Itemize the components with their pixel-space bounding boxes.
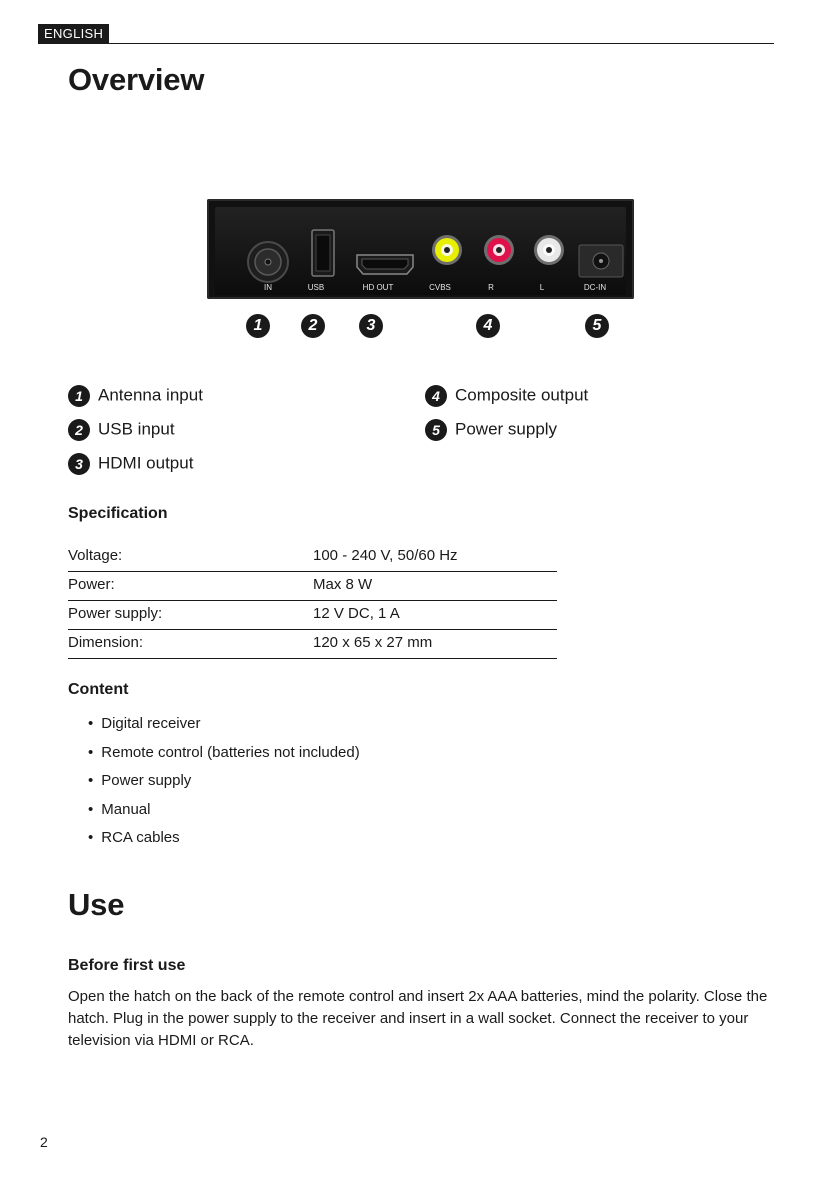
content-list — [88, 712, 360, 855]
list-item: • RCA cables — [88, 826, 360, 855]
usb-port-icon — [312, 230, 334, 276]
legend-item-hdmi — [68, 452, 193, 475]
spec-row — [68, 630, 557, 659]
language-tab: ENGLISH — [38, 24, 109, 44]
port-label-cvbs: CVBS — [429, 283, 451, 292]
spec-value: 100 - 240 V, 50/60 Hz — [313, 547, 458, 564]
use-heading: Use — [68, 887, 125, 922]
legend-label: HDMI output — [98, 453, 194, 473]
legend-number: 3 — [68, 453, 90, 475]
spec-key: Power: — [68, 576, 115, 593]
callout-3: 3 — [359, 314, 383, 338]
legend-label: Composite output — [455, 385, 589, 405]
port-label-r: R — [488, 283, 494, 292]
list-item: • Remote control (batteries not included) — [88, 741, 360, 770]
port-label-usb: USB — [307, 283, 325, 292]
audio-left-jack-icon — [534, 235, 564, 265]
callout-5: 5 — [585, 314, 609, 338]
spec-key: Dimension: — [68, 634, 144, 651]
specification-heading: Specification — [68, 505, 168, 522]
list-item: • Digital receiver — [88, 712, 360, 741]
audio-right-jack-icon — [484, 235, 514, 265]
specification-table — [68, 543, 557, 659]
legend-number: 1 — [68, 385, 90, 407]
spec-value: 120 x 65 x 27 mm — [313, 634, 433, 651]
legend-label: USB input — [98, 419, 175, 439]
list-item: • Power supply — [88, 769, 360, 798]
spec-row — [68, 601, 557, 630]
legend-number: 5 — [425, 419, 447, 441]
port-label-in: IN — [264, 283, 272, 292]
cvbs-jack-icon — [432, 235, 462, 265]
spec-row — [68, 543, 557, 572]
page-number: 2 — [40, 1134, 48, 1150]
spec-row — [68, 572, 557, 601]
callout-1: 1 — [246, 314, 270, 338]
legend-item-composite — [425, 384, 588, 407]
legend-label: Power supply — [455, 419, 558, 439]
port-label-dc-in: DC-IN — [583, 283, 607, 292]
receiver-back-panel-illustration — [207, 199, 634, 299]
spec-key: Power supply: — [68, 605, 163, 622]
overview-heading: Overview — [68, 62, 205, 97]
legend-label: Antenna input — [98, 385, 203, 405]
before-first-use-heading: Before first use — [68, 957, 186, 974]
before-first-use-paragraph: Open the hatch on the back of the remote control and insert 2x AAA batteries, mind the polarity. Close the hatch. Plug in the power supply to the receiver and insert in a wall socket. Connect the receiver to your television via HDMI or RCA. — [68, 988, 768, 1049]
antenna-port-icon — [248, 242, 288, 282]
header-rule — [38, 43, 774, 44]
spec-value: Max 8 W — [313, 576, 373, 593]
port-label-hd-out: HD OUT — [362, 283, 394, 292]
legend-number: 2 — [68, 419, 90, 441]
dc-in-port-icon — [579, 245, 623, 277]
legend-item-antenna — [68, 384, 203, 407]
spec-value: 12 V DC, 1 A — [313, 605, 400, 622]
callout-4: 4 — [476, 314, 500, 338]
hdmi-port-icon — [357, 255, 413, 274]
port-graphics — [215, 207, 626, 295]
list-item: • Manual — [88, 798, 360, 827]
legend-item-power — [425, 418, 557, 441]
legend-number: 4 — [425, 385, 447, 407]
port-label-l: L — [539, 283, 545, 292]
callout-2: 2 — [301, 314, 325, 338]
content-heading: Content — [68, 681, 129, 698]
legend-item-usb — [68, 418, 175, 441]
spec-key: Voltage: — [68, 547, 123, 564]
